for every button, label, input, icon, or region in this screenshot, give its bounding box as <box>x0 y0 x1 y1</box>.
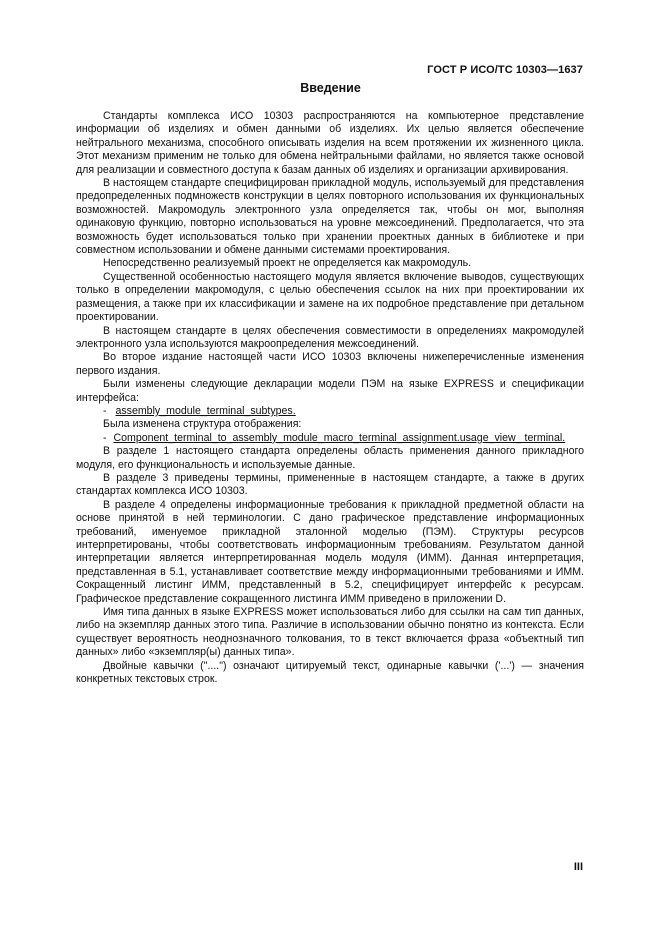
paragraph-section-1: В разделе 1 настоящего стандарта определены область применения данного прикладного модуля, его функциональность и используемые данные. <box>76 445 584 471</box>
list-item-text: Component_terminal_to_assembly_module_macro_terminal_assignment.usage_view_ terminal. <box>113 431 566 444</box>
document-code: ГОСТ Р ИСО/ТС 10303—1637 <box>427 64 583 76</box>
page-number: III <box>573 861 583 873</box>
list-dash: - <box>103 431 107 444</box>
paragraph-structure-changed: Была изменена структура отображения: <box>103 418 302 431</box>
list-item <box>76 405 584 418</box>
paragraph-express-types: Имя типа данных в языке EXPRESS может использоваться либо для ссылки на сам тип данных, либо на экземпляр данных этого типа. Различие в использовании обычно понятно из контекста. Если существует вероятность неоднозначного толкования, то в текст включается фраза «объектный тип данных» либо «экземпляр(ы) данных типа». <box>76 606 584 659</box>
paragraph-section-3: В разделе 3 приведены термины, примененные в настоящем стандарте, а также в других стандартах комплекса ИСО 10303. <box>76 471 584 498</box>
paragraph-section-4: В разделе 4 определены информационные требования к прикладной предметной области на основе принятой в ней терминологии. С дано графическое представление информационных требований, именуемое прикладной эталонной моделью (ПЭМ). Структуры ресурсов интерпретированы, чтобы соответствовать информационным требованиям. Результатом данной интерпретации является интерпретированная модель модуля (ИММ). Данная интерпретация, представленная в 5.1, устанавливает соответствие между информационными требованиями и ИММ. Сокращенный листинг ИММ, представленный в 5.2, специфицирует интерфейс к ресурсам. Графическое представление сокращенного листинга ИММ приведено в приложении D. <box>76 498 584 605</box>
list-dash: - <box>103 404 107 417</box>
paragraph-scope: В настоящем стандарте специфицирован прикладной модуль, используемый для представления предопределенных подмножеств конструкции в целях повторного использования их функциональных возможностей. Макромодуль электронного узла определяется так, чтобы он мог, выполняя одинаковую функцию, повторно использоваться на уровне межсоединений. Предполагается, что эта возможность будет использоваться только при хранении проектных данных в библиотеке и при совместном использовании и обмене данными системами проектирования. <box>76 177 584 257</box>
paragraph-second-edition: Во второе издание настоящей части ИСО 10303 включены нижеперечисленные изменения первого издания. <box>76 351 584 377</box>
page-title: Введение <box>300 81 361 95</box>
paragraph-changed-declarations: Были изменены следующие декларации модели ПЭМ на языке EXPRESS и спецификации интерфейса: <box>76 378 584 404</box>
paragraph-quotes: Двойные кавычки ("....") означают цитируемый текст, одинарные кавычки ('...') — значения конкретных текстовых строк. <box>76 659 584 686</box>
paragraph-direct-project: Непосредственно реализуемый проект не определяется как макромодуль. <box>103 257 472 270</box>
list-item <box>76 432 584 445</box>
paragraph-compatibility: В настоящем стандарте в целях обеспечения совместимости в определениях макромодулей электронного узла используются макроопределения межсоединений. <box>76 324 584 350</box>
document-body <box>76 110 584 686</box>
list-item-text: assembly_module_terminal_subtypes. <box>115 404 296 417</box>
paragraph-terminals: Существенной особенностью настоящего модуля является включение выводов, существующих только в определении макромодуля, с целью обеспечения ссылок на них при проектировании их размещения, а также при их классификации и замене на их подробное представление при детальном проектировании. <box>76 270 584 324</box>
paragraph-intro: Стандарты комплекса ИСО 10303 распространяются на компьютерное представление информации об изделиях и обмен данными об изделиях. Их целью является обеспечение нейтрального механизма, способного описывать изделия на всем протяжении их жизненного цикла. Этот механизм применим не только для обмена нейтральными файлами, но является также основой для реализации и совместного доступа к базам данных об изделиях и организации архивирования. <box>76 110 584 176</box>
